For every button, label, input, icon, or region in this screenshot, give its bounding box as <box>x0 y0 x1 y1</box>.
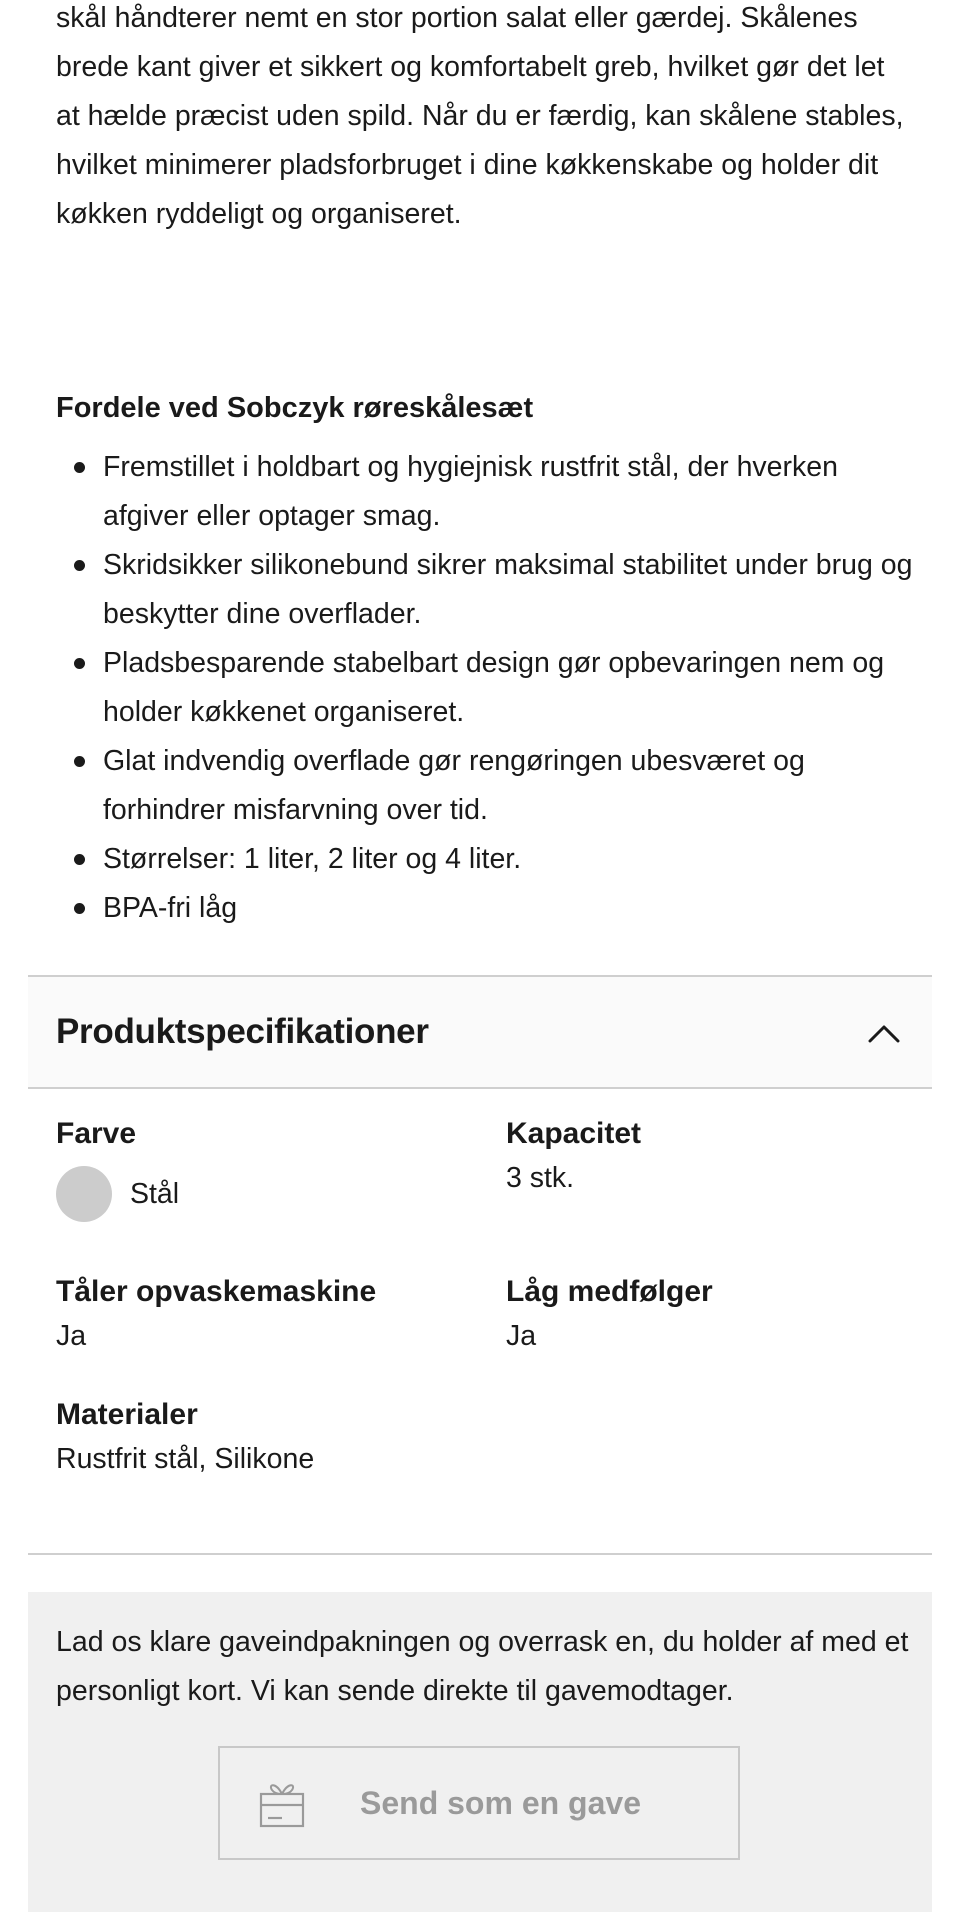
specifications-accordion-header[interactable] <box>28 975 932 1089</box>
spec-label: Låg medfølger <box>506 1275 713 1308</box>
gift-description: Lad os klare gaveindpakningen og overrask en, du holder af med et personligt kort. Vi kan sende direkte til gavemodtager. <box>56 1626 909 1707</box>
spec-value: Stål <box>130 1178 180 1210</box>
list-item: BPA-fri låg <box>56 884 916 933</box>
description-paragraph: skål håndterer nemt en stor portion salat eller gærdej. Skålenes brede kant giver et sikkert og komfortabelt greb, hvilket gør det let at hælde præcist uden spild. Når du er færdig, kan skålene stables, hvilket minimerer pladsforbruget i dine køkkenskabe og holder dit køkken ryddeligt og organiseret. <box>56 2 904 230</box>
spec-label: Materialer <box>56 1398 198 1431</box>
list-item: Pladsbesparende stabelbart design gør opbevaringen nem og holder køkkenet organiseret. <box>56 639 916 737</box>
spec-capacity <box>506 1112 641 1200</box>
list-item: Glat indvendig overflade gør rengøringen ubesværet og forhindrer misfarvning over tid. <box>56 737 916 835</box>
spec-materials <box>56 1393 314 1481</box>
list-item: Størrelser: 1 liter, 2 liter og 4 liter. <box>56 835 916 884</box>
spec-dishwasher <box>56 1270 376 1358</box>
list-item: Skridsikker silikonebund sikrer maksimal stabilitet under brug og beskytter dine overflader. <box>56 541 916 639</box>
color-swatch <box>56 1166 112 1222</box>
spec-color <box>56 1112 179 1222</box>
benefits-list <box>56 443 916 933</box>
spec-value: 3 stk. <box>506 1162 575 1194</box>
spec-value: Ja <box>506 1320 537 1352</box>
section-divider <box>28 1553 932 1555</box>
spec-lid <box>506 1270 713 1358</box>
gift-icon <box>258 1778 306 1830</box>
spec-label: Kapacitet <box>506 1117 642 1150</box>
benefits-title: Fordele ved Sobczyk røreskålesæt <box>56 392 534 424</box>
product-description <box>56 0 916 239</box>
send-as-gift-button[interactable] <box>218 1746 740 1860</box>
spec-label: Farve <box>56 1117 137 1150</box>
color-value-row <box>56 1166 179 1222</box>
list-item: Fremstillet i holdbart og hygiejnisk rustfrit stål, der hverken afgiver eller optager smag. <box>56 443 916 541</box>
gift-wrap-section <box>28 1592 932 1912</box>
chevron-up-icon[interactable] <box>866 1015 902 1051</box>
specifications-title: Produktspecifikationer <box>56 1012 429 1051</box>
spec-label: Tåler opvaskemaskine <box>56 1275 377 1308</box>
spec-value: Rustfrit stål, Silikone <box>56 1443 315 1475</box>
spec-value: Ja <box>56 1320 87 1352</box>
send-as-gift-label: Send som en gave <box>360 1785 641 1821</box>
